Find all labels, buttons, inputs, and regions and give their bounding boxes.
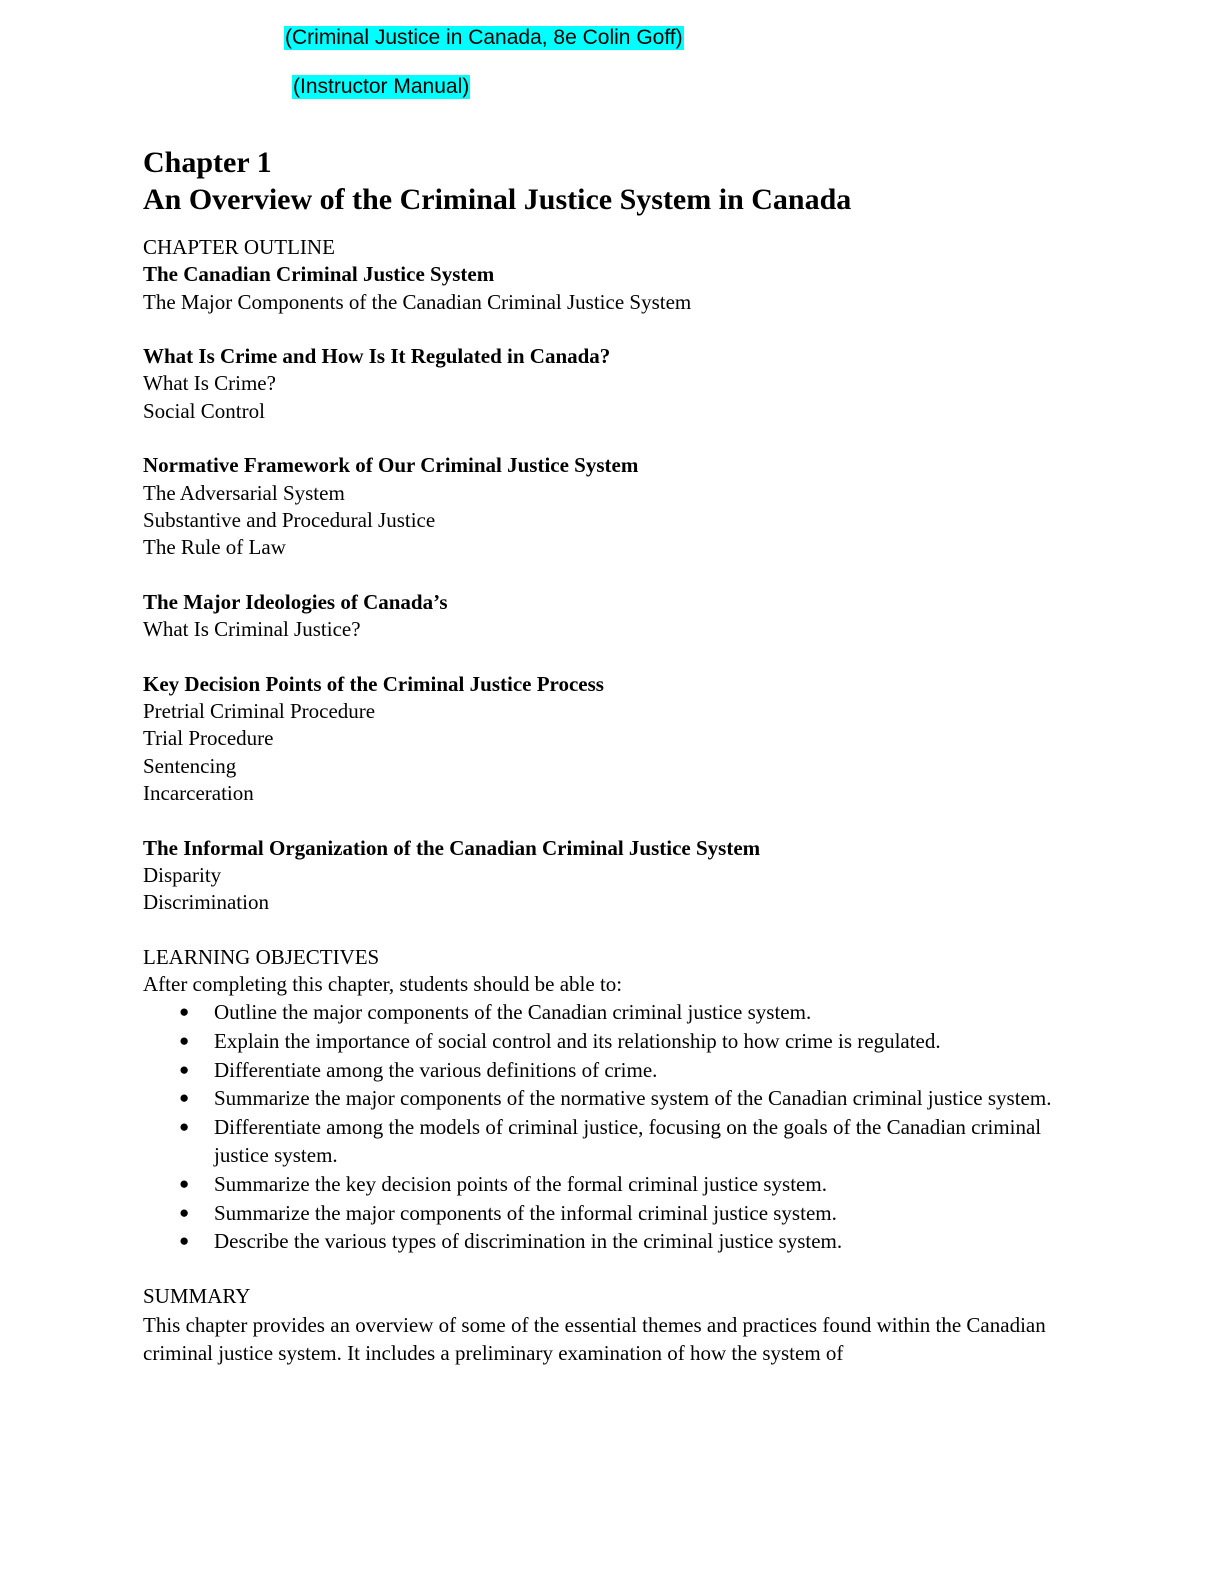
outline-section bbox=[143, 835, 1083, 917]
document-body bbox=[143, 144, 1083, 1367]
outline-item: The Rule of Law bbox=[143, 535, 286, 560]
outline-section bbox=[143, 452, 1083, 561]
summary-text: This chapter provides an overview of some of the essential themes and practices found within the Canadian criminal justice system. It includes a preliminary examination of how the system of bbox=[143, 1312, 1046, 1365]
outline-section-title: The Major Ideologies of Canada’s bbox=[143, 589, 448, 614]
objective-text: Summarize the key decision points of the formal criminal justice system. bbox=[214, 1172, 827, 1197]
outline-item: Disparity bbox=[143, 862, 222, 887]
bullet-icon: ● bbox=[179, 1174, 190, 1194]
outline-section bbox=[143, 261, 1083, 316]
outline-section-title: Key Decision Points of the Criminal Justice Process bbox=[143, 671, 604, 696]
list-item bbox=[143, 1084, 1083, 1112]
outline-item: Incarceration bbox=[143, 780, 254, 805]
summary-heading: SUMMARY bbox=[143, 1284, 251, 1309]
objective-text: Describe the various types of discrimination in the criminal justice system. bbox=[214, 1229, 843, 1254]
list-item bbox=[143, 998, 1083, 1026]
outline-section-title: The Informal Organization of the Canadian Criminal Justice System bbox=[143, 835, 761, 860]
bullet-icon: ● bbox=[179, 1031, 190, 1050]
list-item bbox=[143, 1113, 1083, 1170]
outline-item: Substantive and Procedural Justice bbox=[143, 507, 436, 532]
book-title-highlight: (Criminal Justice in Canada, 8e Colin Goff) bbox=[285, 26, 683, 49]
outline-item: Sentencing bbox=[143, 753, 237, 778]
objectives-intro: After completing this chapter, students should be able to: bbox=[143, 972, 623, 997]
bullet-icon: ● bbox=[179, 1059, 190, 1079]
chapter-heading bbox=[143, 144, 1083, 218]
list-item bbox=[143, 1170, 1083, 1198]
list-item bbox=[143, 1027, 1083, 1055]
chapter-title: An Overview of the Criminal Justice System in Canada bbox=[143, 183, 852, 216]
manual-label-highlight: (Instructor Manual) bbox=[293, 75, 470, 98]
objective-text: Differentiate among the various definitions of crime. bbox=[214, 1057, 658, 1082]
outline-section bbox=[143, 343, 1083, 425]
outline-item: What Is Criminal Justice? bbox=[143, 617, 361, 642]
outline-item: Discrimination bbox=[143, 890, 269, 915]
list-item bbox=[143, 1056, 1083, 1084]
outline-section-title: What Is Crime and How Is It Regulated in Canada? bbox=[143, 344, 611, 369]
outline-item: The Adversarial System bbox=[143, 480, 345, 505]
outline-item: What Is Crime? bbox=[143, 371, 276, 396]
outline-section-title: The Canadian Criminal Justice System bbox=[143, 262, 495, 287]
objective-text: Outline the major components of the Canadian criminal justice system. bbox=[214, 1000, 812, 1025]
list-item bbox=[143, 1199, 1083, 1227]
outline-section bbox=[143, 589, 1083, 644]
outline-item: Pretrial Criminal Procedure bbox=[143, 699, 376, 724]
outline-section bbox=[143, 671, 1083, 807]
bullet-icon: ● bbox=[179, 1088, 190, 1108]
bullet-icon: ● bbox=[179, 1002, 190, 1022]
objective-text: Differentiate among the models of criminal justice, focusing on the goals of the Canadian criminal justice system. bbox=[214, 1115, 1042, 1168]
bullet-icon: ● bbox=[179, 1202, 190, 1222]
outline-item: The Major Components of the Canadian Criminal Justice System bbox=[143, 289, 692, 314]
bullet-icon: ● bbox=[179, 1231, 190, 1251]
chapter-number: Chapter 1 bbox=[143, 146, 272, 179]
outline-heading: CHAPTER OUTLINE bbox=[143, 235, 335, 259]
objective-text: Explain the importance of social control and its relationship to how crime is regulated. bbox=[214, 1029, 941, 1053]
objective-text: Summarize the major components of the normative system of the Canadian criminal justice system. bbox=[214, 1086, 1052, 1111]
objective-text: Summarize the major components of the informal criminal justice system. bbox=[214, 1200, 837, 1225]
objectives-list bbox=[143, 998, 1083, 1255]
bullet-icon: ● bbox=[179, 1117, 190, 1137]
outline-item: Social Control bbox=[143, 398, 265, 423]
list-item bbox=[143, 1227, 1083, 1255]
outline-item: Trial Procedure bbox=[143, 726, 274, 751]
objectives-heading: LEARNING OBJECTIVES bbox=[143, 944, 380, 969]
outline-section-title: Normative Framework of Our Criminal Justice System bbox=[143, 453, 639, 478]
